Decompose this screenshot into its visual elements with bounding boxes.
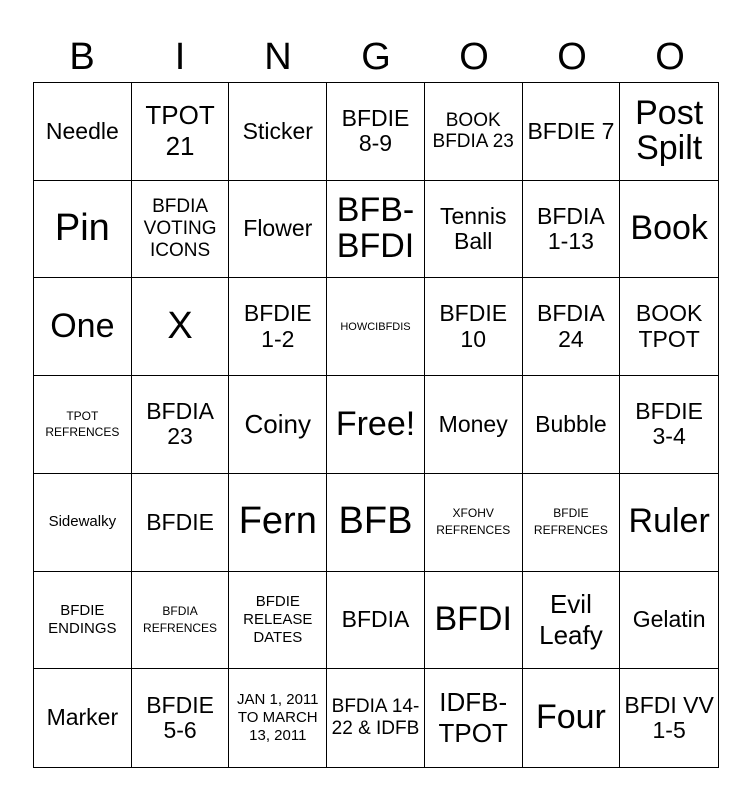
bingo-cell[interactable]: Money [425,376,523,474]
bingo-cell[interactable]: BFDIE REFRENCES [523,474,621,572]
bingo-cell[interactable]: HOWCIBFDIS [327,278,425,376]
bingo-cell[interactable]: Marker [34,669,132,767]
bingo-cell[interactable]: Flower [229,181,327,279]
bingo-cell[interactable]: BFB [327,474,425,572]
bingo-board [33,82,719,768]
bingo-cell[interactable]: JAN 1, 2011 TO MARCH 13, 2011 [229,669,327,767]
bingo-cell[interactable]: BFDI [425,572,523,670]
bingo-cell[interactable]: BFDIE 5-6 [132,669,230,767]
bingo-cell[interactable]: X [132,278,230,376]
bingo-cell[interactable]: BFDIA 23 [132,376,230,474]
bingo-cell[interactable]: Pin [34,181,132,279]
header-letter-b: B [69,36,95,78]
bingo-cell[interactable]: Gelatin [620,572,718,670]
header-letter-o: O [459,36,489,78]
bingo-cell[interactable]: IDFB-TPOT [425,669,523,767]
bingo-cell[interactable]: BFB-BFDI [327,181,425,279]
bingo-cell[interactable]: BFDIE 1-2 [229,278,327,376]
bingo-cell[interactable]: Post Spilt [620,83,718,181]
header-letter-o: O [655,36,685,78]
bingo-cell[interactable]: Ruler [620,474,718,572]
bingo-cell[interactable]: TPOT 21 [132,83,230,181]
bingo-cell[interactable]: Sidewalky [34,474,132,572]
bingo-cell[interactable]: XFOHV REFRENCES [425,474,523,572]
header-letter-o: O [557,36,587,78]
bingo-cell[interactable]: Evil Leafy [523,572,621,670]
bingo-cell[interactable]: BFDIA REFRENCES [132,572,230,670]
bingo-cell[interactable]: BFDIE 3-4 [620,376,718,474]
bingo-cell[interactable]: Four [523,669,621,767]
bingo-cell[interactable]: BOOK BFDIA 23 [425,83,523,181]
bingo-cell[interactable]: Needle [34,83,132,181]
bingo-header [33,32,719,82]
bingo-cell[interactable]: BFDIA 24 [523,278,621,376]
bingo-cell[interactable]: TPOT REFRENCES [34,376,132,474]
bingo-cell[interactable]: BFDIE 7 [523,83,621,181]
bingo-cell[interactable]: Tennis Ball [425,181,523,279]
bingo-cell[interactable]: Coiny [229,376,327,474]
bingo-cell[interactable]: Sticker [229,83,327,181]
header-letter-n: N [264,36,292,78]
bingo-cell[interactable]: Book [620,181,718,279]
bingo-cell[interactable]: BFDIE ENDINGS [34,572,132,670]
bingo-cell free-space[interactable]: Free! [327,376,425,474]
header-letter-i: I [174,36,186,78]
header-letter-g: G [361,36,391,78]
bingo-cell[interactable]: BFDIE RELEASE DATES [229,572,327,670]
bingo-cell[interactable]: Fern [229,474,327,572]
bingo-cell[interactable]: BFDIA [327,572,425,670]
bingo-cell[interactable]: BFDIE 8-9 [327,83,425,181]
bingo-cell[interactable]: BOOK TPOT [620,278,718,376]
bingo-cell[interactable]: Bubble [523,376,621,474]
bingo-cell[interactable]: BFDIE 10 [425,278,523,376]
bingo-cell[interactable]: BFDIE [132,474,230,572]
bingo-cell[interactable]: BFDIA 1-13 [523,181,621,279]
bingo-cell[interactable]: BFDI VV 1-5 [624,691,714,744]
bingo-cell[interactable]: BFDIA VOTING ICONS [132,181,230,279]
bingo-cell[interactable]: One [34,278,132,376]
bingo-cell[interactable]: BFDIA 14-22 & IDFB [327,669,425,767]
